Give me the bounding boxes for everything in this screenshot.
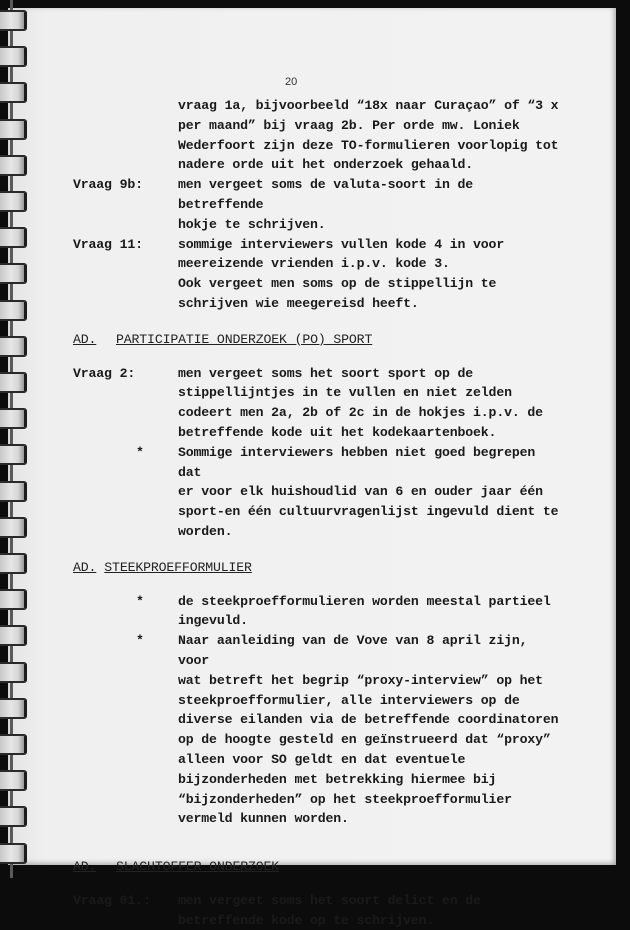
heading-title: STEEKPROEFFORMULIER	[104, 559, 252, 575]
heading-prefix: AD.	[73, 331, 97, 347]
text-line: meereizende vrienden i.p.v. kode 3.	[178, 256, 450, 272]
text-line: vraag 1a, bijvoorbeeld “18x naar Curaçao” of “3 x	[178, 98, 559, 113]
heading-prefix: AD.	[73, 859, 97, 875]
document-body	[73, 96, 563, 930]
text-line: wat betreft het begrip “proxy-interview” op het	[178, 672, 543, 688]
text-line: men vergeet soms het soort sport op de	[178, 365, 474, 381]
text-line: codeert men 2a, 2b of 2c in de hokjes i.p.v. de	[178, 405, 543, 421]
binding-ring	[0, 698, 27, 719]
text-line: betreffende kode uit het kodekaartenboek.	[178, 424, 497, 440]
bullet-marker: *	[136, 633, 144, 649]
bullet-item	[73, 443, 563, 542]
text-line: stippellijntjes in te vullen en niet zelden	[178, 385, 512, 401]
question-label: Vraag 9b:	[73, 177, 143, 193]
text-line: men vergeet soms het soort delict en de	[178, 892, 481, 908]
text-line: “bijzonderheden” op het steekproefformulier	[178, 791, 512, 807]
text-line: vermeld kunnen worden.	[178, 811, 349, 827]
bullet-text	[178, 443, 563, 542]
text-line: worden.	[178, 523, 233, 539]
question-item-2	[73, 364, 563, 443]
binding-ring	[0, 553, 27, 574]
text-line: nadere orde uit het onderzoek gehaald.	[178, 157, 474, 173]
page-number: 20	[285, 76, 298, 88]
binding-ring	[0, 806, 27, 827]
binding-ring	[0, 191, 27, 212]
question-text	[178, 364, 563, 443]
binding-ring	[0, 517, 27, 538]
binding-ring	[0, 625, 27, 646]
text-line: sommige interviewers vullen kode 4 in voor	[178, 236, 505, 252]
spiral-binding	[0, 0, 30, 878]
bullet-item	[73, 592, 563, 632]
text-line: diverse eilanden via de betreffende coordinatoren	[178, 712, 559, 728]
question-item-11	[73, 235, 563, 314]
section-heading-slachtoffer	[73, 857, 563, 877]
text-line: men vergeet soms de valuta-soort in de betreffende	[178, 177, 474, 212]
text-line: hokje te schrijven.	[178, 216, 326, 232]
binding-ring	[0, 46, 27, 67]
text-line: Naar aanleiding van de Vove van 8 april zijn, voor	[178, 633, 528, 668]
question-label: Vraag 2:	[73, 365, 136, 381]
question-text	[178, 175, 563, 234]
bullet-text	[178, 631, 563, 829]
text-line: de steekproefformulieren worden meestal partieel	[178, 593, 551, 609]
text-line: Wederfoort zijn deze TO-formulieren voorlopig tot	[178, 137, 559, 153]
bullet-text	[178, 592, 563, 632]
binding-ring	[0, 82, 27, 103]
binding-ring	[0, 119, 27, 140]
binding-ring	[0, 336, 27, 357]
bullet-marker: *	[136, 593, 144, 609]
opening-paragraph	[73, 96, 563, 175]
section-heading-po	[73, 330, 563, 350]
binding-ring	[0, 662, 27, 683]
bullet-item	[73, 631, 563, 829]
text-line: Sommige interviewers hebben niet goed begrepen dat	[178, 444, 536, 480]
text-line: betreffende kode op te schrijven.	[178, 912, 435, 928]
binding-ring	[0, 734, 27, 755]
text-line: bijzonderheden met betrekking hiermee bij	[178, 771, 497, 787]
binding-ring	[0, 227, 27, 248]
text-line: ingevuld.	[178, 613, 248, 629]
binding-ring	[0, 155, 27, 176]
question-item-01	[73, 891, 563, 930]
question-label: Vraag 11:	[73, 236, 143, 252]
binding-ring	[0, 770, 27, 791]
binding-ring	[0, 372, 27, 393]
heading-title: PARTICIPATIE ONDERZOEK (PO) SPORT	[116, 331, 373, 347]
question-item-9b	[73, 175, 563, 234]
binding-ring	[0, 444, 27, 465]
text-line: alleen voor SO geldt en dat eventuele	[178, 751, 466, 767]
binding-ring	[0, 263, 27, 284]
text-line: op de hoogte gesteld en geïnstrueerd dat “proxy”	[178, 732, 551, 748]
text-line: Ook vergeet men soms op de stippellijn te	[178, 276, 497, 292]
binding-ring	[0, 589, 27, 610]
heading-title: SLACHTOFFER ONDERZOEK	[116, 859, 280, 875]
text-line: schrijven wie meegereisd heeft.	[178, 295, 419, 311]
binding-ring	[0, 481, 27, 502]
binding-ring	[0, 300, 27, 321]
binding-ring	[0, 10, 27, 31]
text-line: sport-en één cultuurvragenlijst ingevuld dient te	[178, 504, 559, 520]
question-text	[178, 235, 563, 314]
binding-ring	[0, 843, 27, 864]
text-line: steekproefformulier, alle interviewers op de	[178, 692, 520, 708]
binding-ring	[0, 408, 27, 429]
heading-prefix: AD.	[73, 559, 97, 575]
question-text	[178, 891, 563, 930]
question-label: Vraag 01.:	[73, 892, 151, 908]
text-line: per maand” bij vraag 2b. Per orde mw. Loniek	[178, 117, 520, 133]
text-line: er voor elk huishoudlid van 6 en ouder jaar één	[178, 484, 543, 500]
section-heading-steekproef	[73, 558, 563, 578]
bullet-marker: *	[136, 444, 144, 460]
